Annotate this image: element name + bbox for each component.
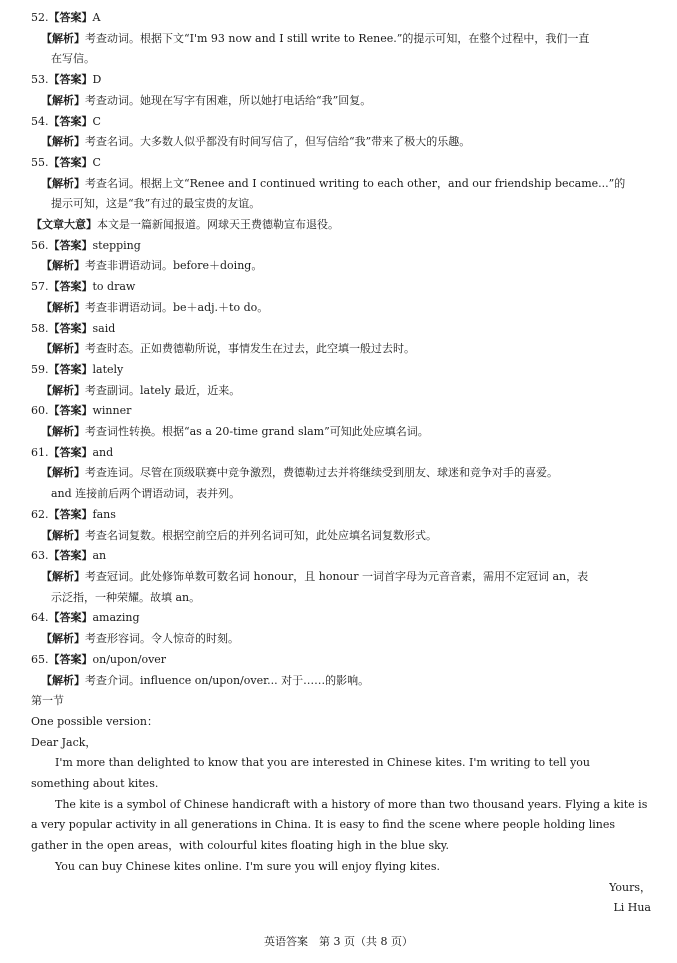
answer-line-52: 52.【答案】A xyxy=(31,11,101,24)
answer-line-61: 61.【答案】and xyxy=(31,445,114,459)
explanation-line-57: 【解析】考查非谓语动词。be＋adj.＋to do。 xyxy=(41,300,269,314)
letter-paragraph-2: The kite is a symbol of Chinese handicraft with a history of more than two thousand years. Flying a kite is a very popular activity in all generations in China. It is easy to find the scene where people holding lines gather in the open areas，with colourful kites floating high in the blue sky. xyxy=(31,797,648,853)
explanation-line-59: 【解析】考查副词。lately 最近，近来。 xyxy=(41,383,241,397)
answer-line-63: 63.【答案】an xyxy=(31,549,107,563)
explanation-cont-63: 示泛指，一种荣耀。故填 an。 xyxy=(51,590,201,604)
answer-line-55: 55.【答案】C xyxy=(31,155,101,169)
explanation-line-53: 【解析】考查动词。她现在写字有困难，所以她打电话给“我”回复。 xyxy=(41,93,372,107)
explanation-cont-61: and 连接前后两个谓语动词，表并列。 xyxy=(51,487,241,501)
explanation-line-52: 【解析】考查动词。根据下文“I'm 93 now and I still write to Renee.”的提示可知，在整个过程中，我们一直 xyxy=(41,31,590,45)
article-summary: 【文章大意】本文是一篇新闻报道。网球天王费德勒宣布退役。 xyxy=(31,218,339,232)
explanation-line-55: 【解析】考查名词。根据上文“Renee and I continued writing to each other，and our friendship became...”的 xyxy=(41,176,626,190)
answer-line-62: 62.【答案】fans xyxy=(31,507,116,521)
answer-line-60: 60.【答案】winner xyxy=(31,404,132,418)
letter-closing: Yours， xyxy=(609,880,651,894)
answer-line-64: 64.【答案】amazing xyxy=(31,611,140,625)
version-label: One possible version： xyxy=(31,714,158,728)
answer-line-65: 65.【答案】on/upon/over xyxy=(31,652,167,666)
explanation-line-62: 【解析】考查名词复数。根据空前空后的并列名词可知，此处应填名词复数形式。 xyxy=(41,528,437,542)
explanation-line-61: 【解析】考查连词。尽管在顶级联赛中竞争激烈，费德勒过去并将继续受到朋友、球迷和竞争对手的喜爱。 xyxy=(41,466,558,480)
letter-signature: Li Hua xyxy=(613,901,651,915)
answer-line-56: 56.【答案】stepping xyxy=(31,238,141,252)
explanation-line-60: 【解析】考查词性转换。根据“as a 20-time grand slam”可知此处应填名词。 xyxy=(41,425,429,439)
page-content xyxy=(31,8,651,919)
answer-line-59: 59.【答案】lately xyxy=(31,362,124,376)
answer-line-53: 53.【答案】D xyxy=(31,73,102,87)
letter-greeting: Dear Jack， xyxy=(31,735,97,749)
explanation-cont-52: 在写信。 xyxy=(51,52,95,66)
explanation-line-65: 【解析】考查介词。influence on/upon/over... 对于……的影响。 xyxy=(41,673,370,687)
explanation-line-58: 【解析】考查时态。正如费德勒所说，事情发生在过去，此空填一般过去时。 xyxy=(41,342,415,356)
explanation-cont-55: 提示可知，这是“我”有过的最宝贵的友谊。 xyxy=(51,197,261,211)
section-heading: 第一节 xyxy=(31,694,64,708)
explanation-line-56: 【解析】考查非谓语动词。before＋doing。 xyxy=(41,259,263,273)
page-footer: 英语答案 第 3 页（共 8 页） xyxy=(264,935,413,948)
explanation-line-54: 【解析】考查名词。大多数人似乎都没有时间写信了，但写信给“我”带来了极大的乐趣。 xyxy=(41,135,471,149)
letter-paragraph-1: I'm more than delighted to know that you are interested in Chinese kites. I'm writing to tell you something about kites. xyxy=(31,756,590,791)
answer-line-54: 54.【答案】C xyxy=(31,114,101,128)
letter-paragraph-3: You can buy Chinese kites online. I'm sure you will enjoy flying kites. xyxy=(55,859,440,873)
answer-line-58: 58.【答案】said xyxy=(31,321,116,335)
explanation-line-64: 【解析】考查形容词。令人惊奇的时刻。 xyxy=(41,632,239,646)
explanation-line-63: 【解析】考查冠词。此处修饰单数可数名词 honour，且 honour 一词首字母为元音音素，需用不定冠词 an，表 xyxy=(41,569,589,583)
answer-line-57: 57.【答案】to draw xyxy=(31,280,136,294)
